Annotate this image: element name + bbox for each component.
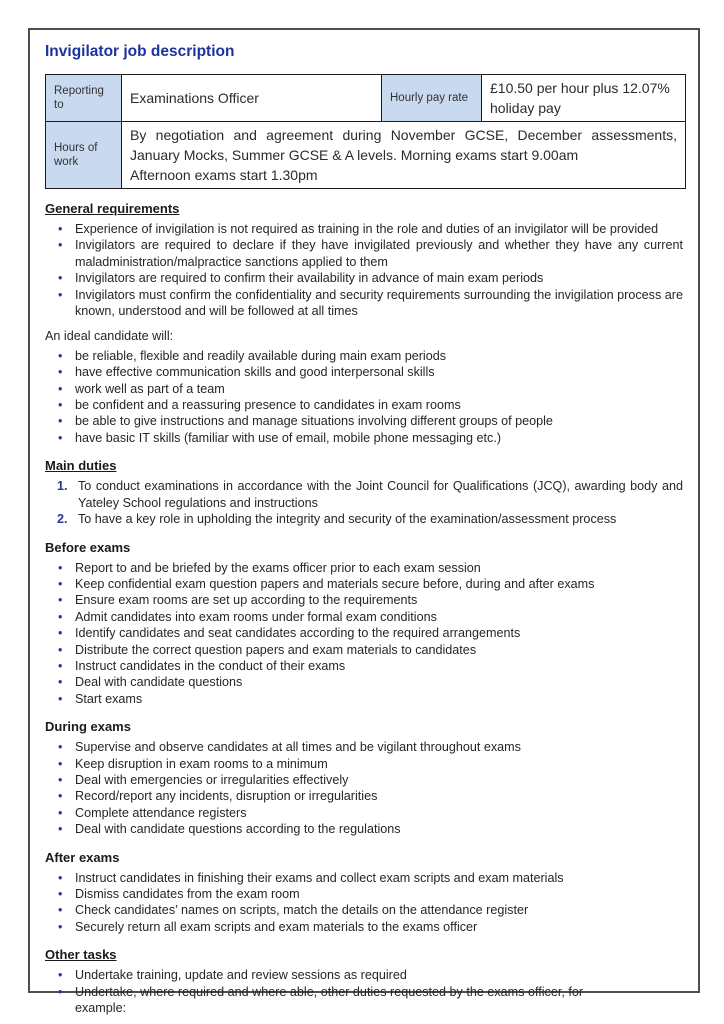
- list-item: • have effective communication skills and good interpersonal skills: [45, 364, 683, 380]
- list-item: • Report to and be briefed by the exams officer prior to each exam session: [45, 560, 683, 576]
- hours-of-work-line2: Afternoon exams start 1.30pm: [130, 167, 318, 183]
- job-info-table: [45, 74, 686, 189]
- list-item: • work well as part of a team: [45, 381, 683, 397]
- list-item: • Deal with candidate questions according to the regulations: [45, 821, 683, 837]
- other-tasks-item2-line1: Undertake, where required and where able, other duties requested by the exams officer, for: [75, 984, 584, 999]
- reporting-to-value: Examinations Officer: [122, 75, 382, 122]
- list-item: • Instruct candidates in the conduct of their exams: [45, 658, 683, 674]
- ideal-candidate-list: [45, 348, 683, 446]
- hourly-pay-rate-value: £10.50 per hour plus 12.07% holiday pay: [482, 75, 686, 122]
- page-title: Invigilator job description: [45, 43, 235, 60]
- list-item: • Complete attendance registers: [45, 805, 683, 821]
- list-item: • Supervise and observe candidates at all times and be vigilant throughout exams: [45, 739, 683, 755]
- other-tasks-heading: Other tasks: [45, 947, 117, 963]
- list-item: • be able to give instructions and manage situations involving different groups of people: [45, 413, 683, 429]
- list-item: • Distribute the correct question papers and exam materials to candidates: [45, 642, 683, 658]
- section-ideal-candidate: [45, 328, 683, 446]
- section-general-requirements: [45, 200, 683, 319]
- list-item: • Experience of invigilation is not required as training in the role and duties of an invigilator will be provided: [45, 221, 683, 237]
- before-exams-list: [45, 560, 683, 708]
- list-item: • Check candidates’ names on scripts, match the details on the attendance register: [45, 902, 683, 918]
- section-after-exams: [45, 849, 683, 936]
- section-other-tasks: [45, 946, 683, 1016]
- after-exams-heading: After exams: [45, 849, 120, 865]
- document-sheet: [28, 28, 700, 1016]
- list-item: • Deal with candidate questions: [45, 674, 683, 690]
- list-item: • Keep confidential exam question papers and materials secure before, during and after exams: [45, 576, 683, 592]
- before-exams-heading: Before exams: [45, 539, 131, 555]
- during-exams-heading: During exams: [45, 719, 131, 735]
- list-item: • Admit candidates into exam rooms under formal exam conditions: [45, 609, 683, 625]
- list-item: • Invigilators are required to confirm their availability in advance of main exam periods: [45, 270, 683, 286]
- list-item: • Instruct candidates in finishing their exams and collect exam scripts and exam materials: [45, 870, 683, 886]
- list-item: • Keep disruption in exam rooms to a minimum: [45, 756, 683, 772]
- list-item: • Invigilators are required to declare if they have invigilated previously and whether they have any current maladministration/malpractice sanctions applied to them: [45, 237, 683, 270]
- ideal-candidate-intro: An ideal candidate will:: [45, 329, 174, 344]
- list-item: To have a key role in upholding the integrity and security of the examination/assessment process: [78, 512, 617, 527]
- list-item: • Start exams: [45, 691, 683, 707]
- main-duties-heading: Main duties: [45, 458, 117, 474]
- list-item: [45, 984, 683, 1017]
- hours-of-work-line1: By negotiation and agreement during November GCSE, December assessments, January Mocks, Summer GCSE & A levels. Morning exams start 9.00am: [130, 127, 677, 163]
- main-duties-list: [45, 478, 683, 527]
- list-item: • Dismiss candidates from the exam room: [45, 886, 683, 902]
- during-exams-list: [45, 739, 683, 837]
- other-tasks-item2-line2: example:: [75, 1001, 127, 1016]
- list-item: • Invigilators must confirm the confidentiality and security requirements surrounding the invigilation process are known, understood and will be followed at all times: [45, 287, 683, 320]
- general-requirements-list: [45, 221, 683, 319]
- section-during-exams: [45, 718, 683, 837]
- hourly-pay-rate-label: Hourly pay rate: [382, 75, 482, 122]
- list-item: • be reliable, flexible and readily available during main exam periods: [45, 348, 683, 364]
- hours-of-work-label: Hours of work: [46, 122, 122, 189]
- section-main-duties: [45, 457, 683, 527]
- list-item: • be confident and a reassuring presence to candidates in exam rooms: [45, 397, 683, 413]
- list-item: • Deal with emergencies or irregularities effectively: [45, 772, 683, 788]
- general-requirements-heading: General requirements: [45, 201, 180, 216]
- hours-of-work-value: [122, 122, 686, 189]
- after-exams-list: [45, 870, 683, 936]
- table-row: [46, 122, 686, 189]
- list-item: • Record/report any incidents, disruption or irregularities: [45, 788, 683, 804]
- table-row: [46, 75, 686, 122]
- section-before-exams: [45, 539, 683, 708]
- list-item: To conduct examinations in accordance with the Joint Council for Qualifications (JCQ), awarding body and Yateley School regulations and instructions: [78, 479, 683, 510]
- list-item: • Undertake training, update and review sessions as required: [45, 967, 683, 983]
- reporting-to-label: Reporting to: [46, 75, 122, 122]
- list-item: • Ensure exam rooms are set up according to the requirements: [45, 592, 683, 608]
- list-item: • Securely return all exam scripts and exam materials to the exams officer: [45, 919, 683, 935]
- list-item: • Identify candidates and seat candidates according to the required arrangements: [45, 625, 683, 641]
- other-tasks-list: [45, 967, 683, 1016]
- list-item: • have basic IT skills (familiar with use of email, mobile phone messaging etc.): [45, 430, 683, 446]
